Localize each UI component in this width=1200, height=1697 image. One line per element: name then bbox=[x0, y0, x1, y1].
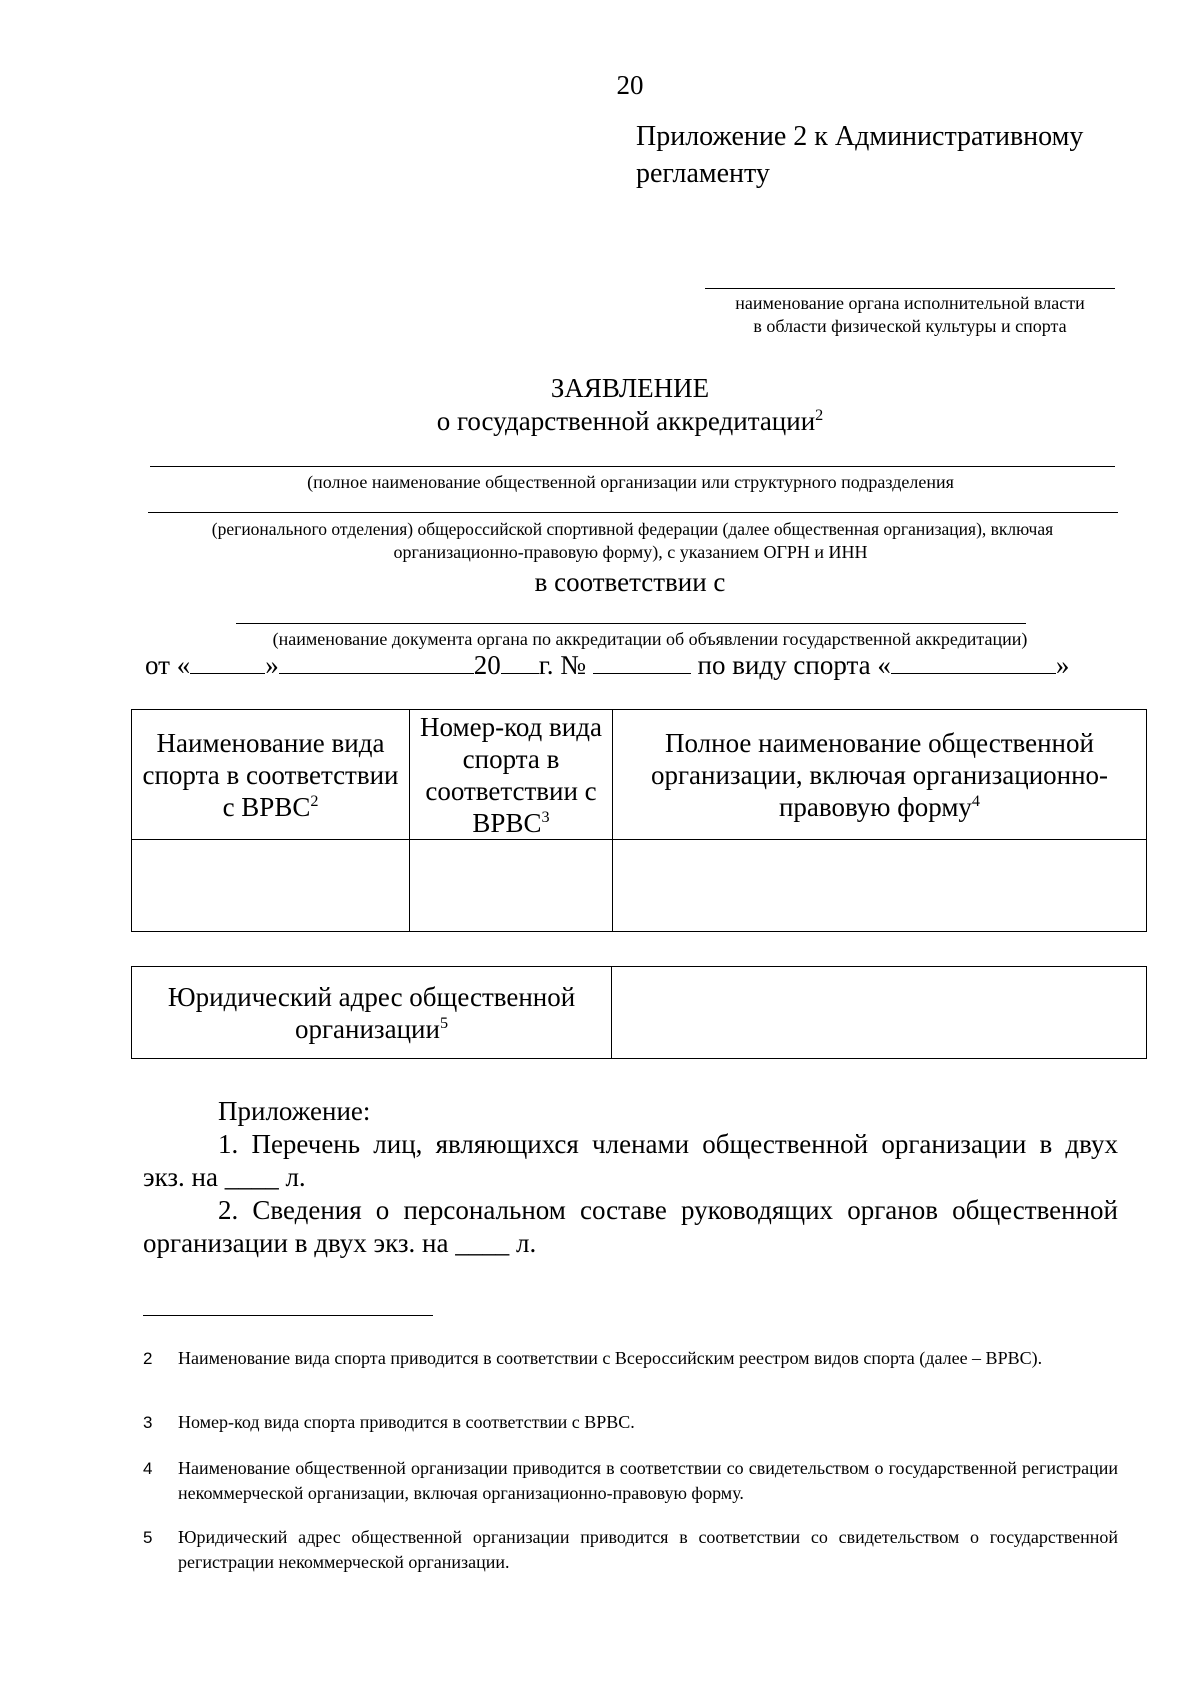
document-title: ЗАЯВЛЕНИЕ bbox=[550, 373, 710, 403]
footnote-separator bbox=[143, 1315, 433, 1316]
sport-name-header-text: Наименование вида спорта в соответствии с ВРВС bbox=[142, 727, 399, 822]
footnote-3-number: 3 bbox=[143, 1413, 153, 1432]
appendix-line-2: регламенту bbox=[636, 158, 770, 189]
sport-label: по виду спорта « bbox=[697, 650, 891, 680]
sport-code-header-ref: 3 bbox=[541, 807, 550, 826]
footnote-3-text: Номер-код вида спорта приводится в соответствии с ВРВС. bbox=[178, 1412, 635, 1432]
sport-table-input-row bbox=[132, 840, 1147, 932]
month-field[interactable] bbox=[279, 651, 474, 674]
document-name-line[interactable] bbox=[236, 623, 1026, 624]
footnote-5 bbox=[143, 1525, 1118, 1575]
org-fullname-header bbox=[613, 710, 1147, 840]
org-fullname-header-ref: 4 bbox=[971, 791, 980, 810]
sport-name-cell[interactable] bbox=[132, 840, 410, 932]
address-label-ref: 5 bbox=[439, 1013, 449, 1032]
year-suffix: г. № bbox=[538, 650, 586, 680]
sport-code-header-text: Номер-код вида спорта в соответствии с ВРВС bbox=[420, 711, 602, 838]
close-quote: » bbox=[265, 650, 279, 680]
subtitle-text: о государственной аккредитации bbox=[436, 406, 816, 436]
year-field[interactable] bbox=[501, 651, 539, 674]
sport-name-header-ref: 2 bbox=[310, 791, 319, 810]
authority-caption bbox=[690, 292, 1130, 338]
document-caption: (наименование документа органа по аккредитации об объявлении государственной аккредитации) bbox=[272, 629, 1028, 649]
appendix-line-1: Приложение 2 к Административному bbox=[636, 121, 1084, 152]
end-quote: » bbox=[1055, 650, 1070, 680]
org-name-line-1[interactable] bbox=[150, 466, 1115, 467]
authority-name-line[interactable] bbox=[705, 288, 1115, 289]
sport-code-cell[interactable] bbox=[410, 840, 613, 932]
footnote-3 bbox=[143, 1410, 1118, 1435]
footnote-5-text: Юридический адрес общественной организации приводится в соответствии со свидетельством о государственной регистрации некоммерческой организации. bbox=[178, 1527, 1118, 1572]
sport-code-header bbox=[410, 710, 613, 840]
sport-name-header bbox=[132, 710, 410, 840]
document-subtitle bbox=[0, 403, 1200, 439]
org-caption-line-3: организационно-правовую форму), с указанием ОГРН и ИНН bbox=[393, 542, 868, 562]
attachments-heading: Приложение: bbox=[218, 1096, 371, 1126]
org-name-line-2[interactable] bbox=[148, 512, 1118, 513]
address-label-text: Юридический адрес общественной организации bbox=[167, 981, 576, 1044]
attachments-section bbox=[143, 1095, 1118, 1260]
footnote-4 bbox=[143, 1456, 1118, 1506]
address-value-cell[interactable] bbox=[612, 967, 1147, 1059]
footnote-4-text: Наименование общественной организации приводится в соответствии со свидетельством о государственной регистрации некоммерческой организации, включая организационно-правовую форму. bbox=[178, 1458, 1118, 1503]
attachment-item-2-line-1: 2. Сведения о персональном составе руководящих органов общественной bbox=[218, 1195, 1118, 1225]
appendix-title bbox=[636, 118, 1136, 192]
from-date-line bbox=[145, 650, 1125, 681]
footnote-2-number: 2 bbox=[143, 1349, 153, 1368]
org-fullname-cell[interactable] bbox=[613, 840, 1147, 932]
address-label-cell bbox=[132, 967, 612, 1059]
authority-caption-line-2: в области физической культуры и спорта bbox=[753, 316, 1067, 336]
attachment-item-2-line-2: организации в двух экз. на ____ л. bbox=[143, 1228, 537, 1258]
footnote-4-number: 4 bbox=[143, 1459, 153, 1478]
attachment-item-1-line-2: экз. на ____ л. bbox=[143, 1162, 306, 1192]
footnote-5-number: 5 bbox=[143, 1528, 153, 1547]
sport-field[interactable] bbox=[891, 651, 1056, 674]
from-label: от « bbox=[145, 650, 191, 680]
day-field[interactable] bbox=[190, 651, 265, 674]
sport-table-header-row bbox=[132, 710, 1147, 840]
year-prefix: 20 bbox=[473, 650, 501, 680]
attachment-item-1-line-1: 1. Перечень лиц, являющихся членами общественной организации в двух bbox=[218, 1129, 1118, 1159]
number-field[interactable] bbox=[593, 651, 691, 674]
org-fullname-header-text: Полное наименование общественной организации, включая организационно-правовую форму bbox=[650, 727, 1109, 822]
footnote-2 bbox=[143, 1346, 1118, 1371]
authority-caption-line-1: наименование органа исполнительной власти bbox=[735, 293, 1085, 313]
subtitle-footnote-ref: 2 bbox=[815, 406, 824, 424]
address-row bbox=[132, 967, 1147, 1059]
org-caption-line-1: (полное наименование общественной организации или структурного подразделения bbox=[307, 472, 954, 492]
address-table bbox=[131, 966, 1147, 1059]
in-accordance-label: в соответствии с bbox=[534, 567, 726, 597]
page-number: 20 bbox=[616, 70, 644, 100]
footnote-2-text: Наименование вида спорта приводится в соответствии с Всероссийским реестром видов спорта (далее – ВРВС). bbox=[178, 1348, 1043, 1368]
sport-table bbox=[131, 709, 1147, 932]
org-caption-line-2: (регионального отделения) общероссийской спортивной федерации (далее общественная организация), включая bbox=[211, 519, 1054, 539]
